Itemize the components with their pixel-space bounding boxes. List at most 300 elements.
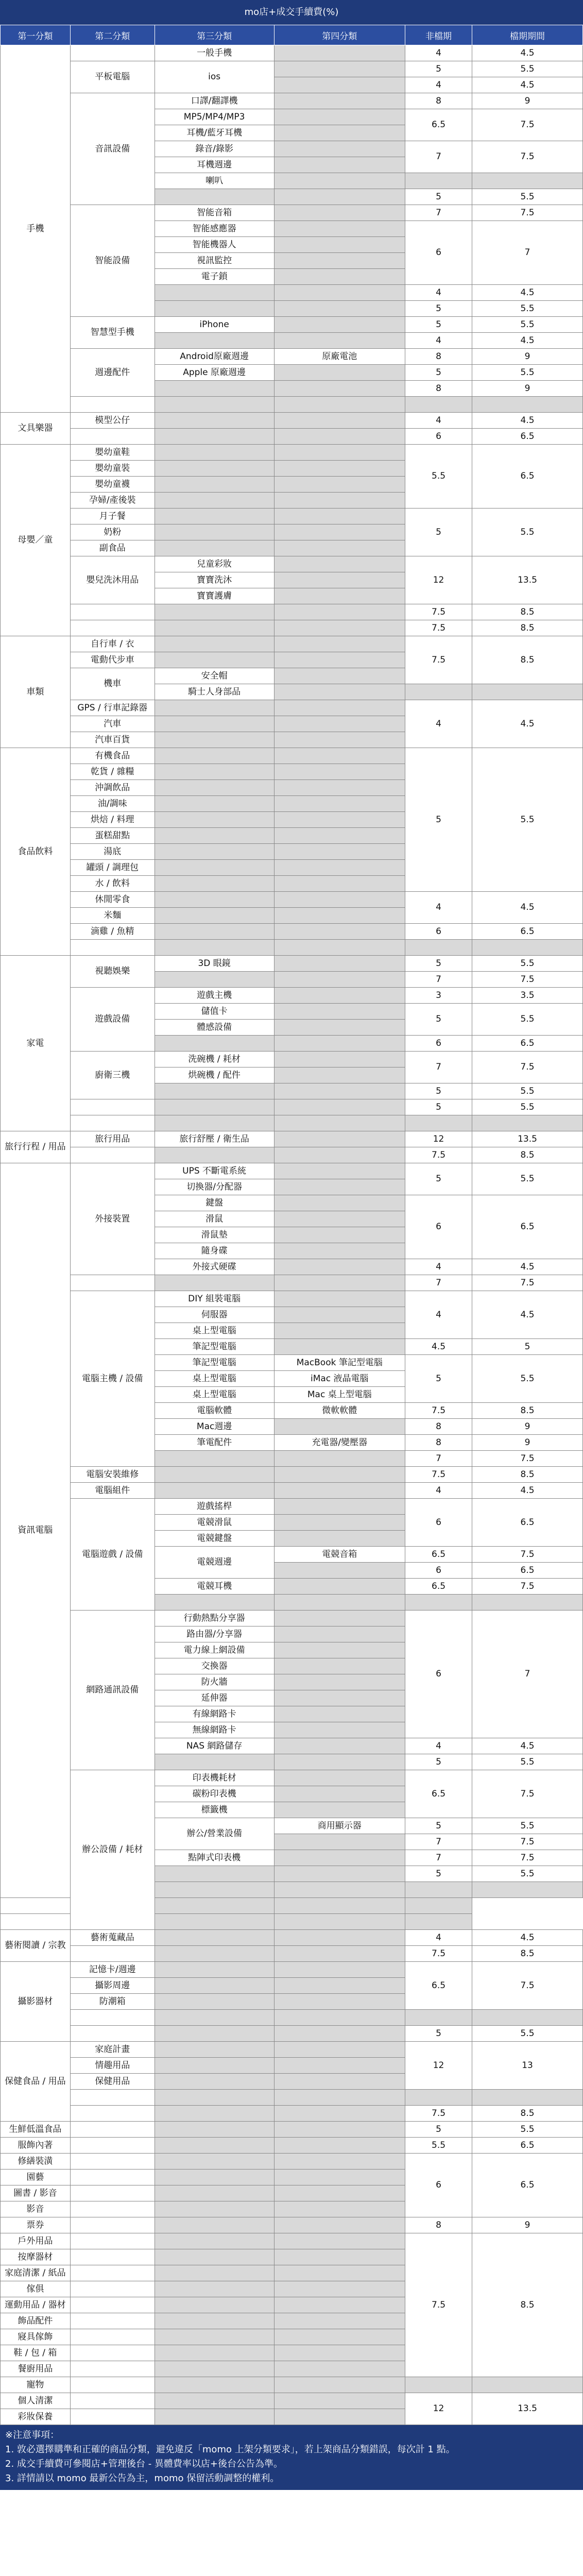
table-cell-col-2: 電腦遊戲 / 設備: [70, 1499, 155, 1611]
table-cell-col-2: 罐頭 / 調理包: [70, 860, 155, 876]
table-cell-col-5: 7.5: [405, 2233, 472, 2377]
table-cell-col-6: 5.5: [472, 301, 583, 317]
table-cell-col-6: 13.5: [472, 556, 583, 604]
table-cell-col-5: 7: [405, 1275, 472, 1291]
table-cell-col-5: 5: [405, 61, 472, 77]
table-cell-col-3: [155, 924, 274, 940]
table-cell-col-6: 4.5: [472, 285, 583, 301]
table-cell-col-4: [274, 285, 405, 301]
table-cell-col-4: [274, 413, 405, 429]
table-cell-col-5: 3: [405, 988, 472, 1004]
table-cell-col-4: [274, 1307, 405, 1323]
table-cell-col-3: 標籤機: [155, 1802, 274, 1818]
table-cell-col-2: [70, 2313, 155, 2329]
table-cell-col-3: [155, 828, 274, 844]
table-cell-col-4: [274, 2042, 405, 2058]
table-cell-col-4: [274, 1946, 405, 1962]
table-cell-col-4: [274, 540, 405, 556]
table-cell-col-4: [274, 556, 405, 572]
table-cell-col-6: 7.5: [472, 1451, 583, 1467]
table-cell-col-2: [70, 2409, 155, 2425]
table-cell-col-6: 6.5: [472, 2138, 583, 2154]
table-cell-col-6: 8.5: [472, 1147, 583, 1163]
table-cell-col-5: 4: [405, 1930, 472, 1946]
table-cell-col-3: [155, 876, 274, 892]
table-cell-col-4: [274, 493, 405, 509]
table-cell-col-3: [155, 764, 274, 780]
table-cell-col-3: [155, 748, 274, 764]
table-cell-col-6: 5.5: [472, 61, 583, 77]
table-cell-col-3: [155, 2090, 274, 2106]
table-cell-col-6: 7.5: [472, 1275, 583, 1291]
table-cell-col-1: 家庭清潔 / 紙品: [1, 2265, 71, 2281]
table-cell-col-2: 平板電腦: [70, 61, 155, 93]
table-cell-col-2: 嬰幼童鞋: [70, 445, 155, 461]
table-cell-col-4: [274, 716, 405, 732]
table-cell-col-4: [274, 844, 405, 860]
table-cell-col-4: [274, 1770, 405, 1786]
table-cell-col-2: 孕婦/產後裝: [70, 493, 155, 509]
table-cell-col-6: 5.5: [472, 1355, 583, 1403]
table-cell-col-3: [155, 1467, 274, 1483]
table-cell-col-4: [274, 141, 405, 157]
table-cell-col-3: [155, 461, 274, 477]
table-cell-col-6: 7.5: [472, 141, 583, 173]
table-cell-col-4: [274, 2138, 405, 2154]
table-cell-col-6: 6.5: [472, 1499, 583, 1547]
table-cell-col-3: 口譯/翻譯機: [155, 93, 274, 109]
table-cell-col-4: [274, 1259, 405, 1275]
table-cell-col-4: [274, 1243, 405, 1259]
table-cell-col-5: [405, 2090, 472, 2106]
table-row: [1, 2122, 583, 2138]
table-cell-col-3: [155, 2409, 274, 2425]
table-cell-col-3: 滑鼠: [155, 1211, 274, 1227]
table-row: [1, 1467, 583, 1483]
table-cell-col-4: [274, 1706, 405, 1722]
table-cell-col-3: Mac週邊: [155, 1419, 274, 1435]
table-cell-col-5: 5: [405, 1355, 472, 1403]
table-cell-col-2: 週邊配件: [70, 349, 155, 397]
table-cell-col-4: [274, 45, 405, 61]
table-cell-col-3: 路由器/分享器: [155, 1626, 274, 1642]
table-cell-col-3: [155, 381, 274, 397]
table-cell-col-4: [274, 445, 405, 461]
table-cell-col-3: [155, 285, 274, 301]
column-header-off-season: 非檔期: [405, 25, 472, 45]
table-cell-col-5: 6.5: [405, 1579, 472, 1595]
table-cell-col-5: 7: [405, 1850, 472, 1866]
table-cell-col-4: [274, 892, 405, 908]
table-cell-col-3: 有線網路卡: [155, 1706, 274, 1722]
table-cell-col-3: [155, 636, 274, 652]
table-cell-col-6: 9: [472, 2217, 583, 2233]
table-cell-col-5: 4: [405, 45, 472, 61]
table-cell-col-2: 電腦安裝維修: [70, 1467, 155, 1483]
table-row: [1, 413, 583, 429]
table-cell-col-3: 桌上型電腦: [155, 1371, 274, 1387]
table-cell-col-4: [274, 1163, 405, 1179]
table-cell-col-2: 攝影周邊: [70, 1978, 155, 1994]
table-cell-col-1: 車類: [1, 636, 71, 748]
table-row: [1, 2090, 583, 2106]
table-cell-col-3: 智能感應器: [155, 221, 274, 237]
table-row: [1, 1611, 583, 1626]
table-cell-col-1: 旅行行程 / 用品: [1, 1131, 71, 1163]
table-row: [1, 45, 583, 61]
table-cell-col-4: [274, 1834, 405, 1850]
table-cell-col-5: 6: [405, 1036, 472, 1052]
table-cell-col-2: 藝術蒐藏品: [70, 1930, 155, 1946]
table-cell-col-3: [155, 1914, 274, 1930]
table-cell-col-3: 延伸器: [155, 1690, 274, 1706]
table-cell-col-4: [274, 221, 405, 237]
table-cell-col-6: 7.5: [472, 1579, 583, 1595]
table-row: [1, 2393, 583, 2409]
table-cell-col-6: 7.5: [472, 1052, 583, 1083]
table-cell-col-2: 外接裝置: [70, 1163, 155, 1275]
table-cell-col-3: [155, 2281, 274, 2297]
table-cell-col-3: [155, 1882, 274, 1898]
table-cell-col-3: NAS 網路儲存: [155, 1738, 274, 1754]
table-cell-col-2: [70, 2106, 155, 2122]
table-cell-col-3: [155, 1115, 274, 1131]
table-cell-col-3: [155, 780, 274, 796]
table-cell-col-5: 5.5: [405, 445, 472, 509]
table-cell-col-2: [70, 2281, 155, 2297]
table-cell-col-3: [155, 844, 274, 860]
table-cell-col-4: 微軟軟體: [274, 1403, 405, 1419]
table-cell-col-3: 桌上型電腦: [155, 1387, 274, 1403]
table-row: [1, 397, 583, 413]
table-cell-col-1: 藝術閱讀 / 宗教: [1, 1930, 71, 1962]
table-cell-col-6: 5.5: [472, 2026, 583, 2042]
table-cell-col-4: [274, 2058, 405, 2074]
table-cell-col-4: [274, 1227, 405, 1243]
table-cell-col-6: [472, 2090, 583, 2106]
table-cell-col-4: [274, 652, 405, 668]
table-row: [1, 556, 583, 572]
table-cell-col-4: [274, 796, 405, 812]
table-cell-col-1: 圖書 / 影音: [1, 2185, 71, 2201]
commission-fee-table: [0, 25, 583, 2425]
table-cell-col-4: [274, 1323, 405, 1339]
table-cell-col-4: [274, 1291, 405, 1307]
table-cell-col-6: 7.5: [472, 1547, 583, 1563]
table-cell-col-5: 5: [405, 1099, 472, 1115]
table-cell-col-5: 5.5: [405, 2138, 472, 2154]
table-cell-col-6: 5.5: [472, 509, 583, 556]
table-cell-col-4: [274, 1275, 405, 1291]
table-row: [1, 2154, 583, 2170]
table-cell-col-3: [155, 1099, 274, 1115]
table-cell-col-2: 辦公設備 / 耗材: [70, 1770, 155, 1930]
table-cell-col-1: 母嬰／童: [1, 445, 71, 636]
table-cell-col-1: 票券: [1, 2217, 71, 2233]
table-body: [1, 45, 583, 2425]
table-row: [1, 940, 583, 956]
column-header-category-2: 第二分類: [70, 25, 155, 45]
table-cell-col-4: [274, 620, 405, 636]
table-cell-col-3: [155, 860, 274, 876]
table-cell-col-6: 13.5: [472, 2393, 583, 2425]
table-cell-col-2: [70, 2297, 155, 2313]
table-cell-col-4: [274, 604, 405, 620]
table-cell-col-4: 原廠電池: [274, 349, 405, 365]
table-cell-col-5: 7.5: [405, 636, 472, 684]
table-cell-col-4: [274, 1595, 405, 1611]
table-cell-col-3: 體感設備: [155, 1020, 274, 1036]
table-cell-col-2: 月子餐: [70, 509, 155, 524]
table-cell-col-4: [274, 700, 405, 716]
table-cell-col-5: 7.5: [405, 604, 472, 620]
table-row: [1, 1099, 583, 1115]
table-cell-col-5: 5: [405, 1004, 472, 1036]
table-cell-col-4: [274, 908, 405, 924]
table-cell-col-3: 電腦軟體: [155, 1403, 274, 1419]
table-cell-col-5: [405, 1115, 472, 1131]
table-row: [1, 205, 583, 221]
table-cell-col-4: [274, 109, 405, 125]
table-row: [1, 2377, 583, 2393]
table-cell-col-3: [155, 1866, 274, 1882]
table-cell-col-4: [274, 1020, 405, 1036]
table-cell-col-6: [472, 173, 583, 189]
table-cell-col-3: [155, 1483, 274, 1499]
table-cell-col-4: [274, 1339, 405, 1355]
table-row: [1, 620, 583, 636]
table-cell-col-6: 8.5: [472, 604, 583, 620]
table-row: [1, 1115, 583, 1131]
table-cell-col-3: [155, 2313, 274, 2329]
table-cell-col-2: [70, 2138, 155, 2154]
table-cell-col-4: [274, 2010, 405, 2026]
table-cell-col-5: 4: [405, 413, 472, 429]
table-cell-col-2: [70, 2345, 155, 2361]
table-cell-col-6: [472, 1882, 583, 1898]
table-cell-col-4: [274, 940, 405, 956]
table-cell-col-6: 4.5: [472, 1483, 583, 1499]
table-cell-col-3: 鍵盤: [155, 1195, 274, 1211]
table-cell-col-2: 休閒零食: [70, 892, 155, 908]
table-cell-col-2: [70, 2361, 155, 2377]
table-cell-col-3: 辦公/營業設備: [155, 1818, 274, 1850]
table-cell-col-3: [155, 2138, 274, 2154]
table-cell-col-3: 洗碗機 / 耗材: [155, 1052, 274, 1067]
table-cell-col-4: [274, 205, 405, 221]
table-cell-col-5: 5: [405, 748, 472, 892]
table-cell-col-1: 按摩器材: [1, 2249, 71, 2265]
table-cell-col-1: 寵物: [1, 2377, 71, 2393]
table-cell-col-2: [70, 2154, 155, 2170]
table-cell-col-2: 嬰幼童襪: [70, 477, 155, 493]
table-cell-col-5: [405, 940, 472, 956]
table-cell-col-2: 網路通訊設備: [70, 1611, 155, 1770]
table-cell-col-4: [274, 1579, 405, 1595]
table-cell-col-4: [274, 509, 405, 524]
table-row: [1, 93, 583, 109]
table-cell-col-2: 滴雞 / 魚精: [70, 924, 155, 940]
table-row: [1, 988, 583, 1004]
table-cell-col-6: 5.5: [472, 1004, 583, 1036]
table-cell-col-3: [155, 892, 274, 908]
table-cell-col-5: 8: [405, 1435, 472, 1451]
table-cell-col-5: [405, 1898, 472, 1914]
table-cell-col-6: 5.5: [472, 317, 583, 333]
page-title: mo店+成交手續費(%): [0, 0, 583, 25]
table-cell-col-5: 7: [405, 972, 472, 988]
table-row: [1, 1962, 583, 1978]
table-cell-col-4: [274, 1004, 405, 1020]
table-cell-col-4: [274, 1930, 405, 1946]
table-cell-col-4: [274, 828, 405, 844]
table-cell-col-5: 6: [405, 1563, 472, 1579]
notes-title: ※注意事項：: [5, 2430, 60, 2441]
table-cell-col-4: [274, 2106, 405, 2122]
table-row: [1, 1163, 583, 1179]
table-cell-col-3: [155, 2329, 274, 2345]
table-cell-col-4: [274, 1067, 405, 1083]
notes-line-2: 2. 成交手續費可參閱店+管理後台 - 異體費率以店+後台公告為準。: [5, 2458, 283, 2469]
table-cell-col-4: [274, 397, 405, 413]
table-cell-col-5: 5: [405, 301, 472, 317]
table-cell-col-5: 6.5: [405, 109, 472, 141]
table-cell-col-2: 烘焙 / 料理: [70, 812, 155, 828]
table-cell-col-4: [274, 2154, 405, 2170]
table-cell-col-4: [274, 2345, 405, 2361]
table-cell-col-6: 8.5: [472, 2233, 583, 2377]
table-cell-col-4: [274, 2233, 405, 2249]
table-cell-col-5: [405, 684, 472, 700]
table-cell-col-6: 9: [472, 1419, 583, 1435]
table-cell-col-3: [155, 397, 274, 413]
table-cell-col-5: 4: [405, 1738, 472, 1754]
table-cell-col-3: [155, 2026, 274, 2042]
table-row: [1, 1291, 583, 1307]
notes-box: [0, 2425, 583, 2490]
table-cell-col-1: 資訊電腦: [1, 1163, 71, 1898]
table-cell-col-6: 8.5: [472, 2106, 583, 2122]
table-cell-col-3: [155, 908, 274, 924]
table-cell-col-5: 7: [405, 1834, 472, 1850]
table-cell-col-4: [274, 1131, 405, 1147]
table-cell-col-2: 記憶卡/週邊: [70, 1962, 155, 1978]
table-cell-col-3: [155, 1036, 274, 1052]
table-cell-col-4: [274, 924, 405, 940]
table-cell-col-2: 有機食品: [70, 748, 155, 764]
table-cell-col-3: 耳機週邊: [155, 157, 274, 173]
table-cell-col-3: [155, 1962, 274, 1978]
table-cell-col-3: [155, 2010, 274, 2026]
table-cell-col-2: 汽車百貨: [70, 732, 155, 748]
table-cell-col-6: 8.5: [472, 1946, 583, 1962]
table-cell-col-3: [155, 604, 274, 620]
table-row: [1, 2217, 583, 2233]
table-cell-col-2: 嬰兒洗沐用品: [70, 556, 155, 604]
table-cell-col-3: 3D 眼鏡: [155, 956, 274, 972]
table-cell-col-5: 4: [405, 1259, 472, 1275]
table-cell-col-3: 電子鎖: [155, 269, 274, 285]
table-cell-col-3: [155, 301, 274, 317]
table-row: [1, 349, 583, 365]
table-cell-col-3: [155, 700, 274, 716]
table-cell-col-4: [274, 1211, 405, 1227]
table-cell-col-5: 5: [405, 365, 472, 381]
table-cell-col-4: [274, 588, 405, 604]
table-cell-col-3: [155, 2074, 274, 2090]
table-cell-col-2: [70, 2170, 155, 2185]
table-cell-col-4: Mac 桌上型電腦: [274, 1387, 405, 1403]
table-cell-col-3: 智能機器人: [155, 237, 274, 253]
table-cell-col-4: [274, 1147, 405, 1163]
table-cell-col-2: [70, 45, 155, 61]
table-cell-col-4: [274, 1195, 405, 1211]
table-cell-col-4: [274, 1850, 405, 1866]
table-cell-col-1: 戶外用品: [1, 2233, 71, 2249]
table-cell-col-2: [70, 1147, 155, 1163]
table-cell-col-4: [274, 1754, 405, 1770]
table-cell-col-3: [155, 2154, 274, 2170]
table-cell-col-6: 7.5: [472, 1850, 583, 1866]
table-cell-col-3: [155, 2393, 274, 2409]
table-cell-col-4: [274, 2393, 405, 2409]
table-cell-col-5: [405, 1595, 472, 1611]
table-cell-col-4: [274, 173, 405, 189]
table-cell-col-4: [274, 684, 405, 700]
table-cell-col-4: [274, 1179, 405, 1195]
table-cell-col-2: [70, 2249, 155, 2265]
table-cell-col-3: [155, 2249, 274, 2265]
table-cell-col-4: [274, 1483, 405, 1499]
table-cell-col-3: [155, 2297, 274, 2313]
table-cell-col-1: 攝影器材: [1, 1962, 71, 2042]
table-cell-col-1: 服飾內著: [1, 2138, 71, 2154]
table-cell-col-2: [70, 940, 155, 956]
table-cell-col-6: 9: [472, 1435, 583, 1451]
table-cell-col-3: [155, 1946, 274, 1962]
table-cell-col-2: [70, 604, 155, 620]
table-cell-col-3: [155, 1754, 274, 1770]
table-cell-col-4: 商用顯示器: [274, 1818, 405, 1834]
table-cell-col-6: 4.5: [472, 45, 583, 61]
table-cell-col-2: 遊戲設備: [70, 988, 155, 1052]
table-cell-col-3: 外接式硬碟: [155, 1259, 274, 1275]
table-cell-col-5: 4: [405, 892, 472, 924]
table-cell-col-4: [274, 572, 405, 588]
table-cell-col-5: 4: [405, 700, 472, 748]
table-cell-col-3: [155, 2042, 274, 2058]
table-cell-col-4: [274, 668, 405, 684]
table-cell-col-4: [274, 972, 405, 988]
table-cell-col-3: 遊戲搖桿: [155, 1499, 274, 1515]
table-cell-col-3: 滑鼠墊: [155, 1227, 274, 1243]
table-cell-col-4: [274, 1738, 405, 1754]
table-cell-col-6: 8.5: [472, 636, 583, 684]
table-cell-col-3: [155, 652, 274, 668]
table-cell-col-3: [155, 413, 274, 429]
table-cell-col-2: 蛋糕甜點: [70, 828, 155, 844]
table-cell-col-3: [155, 2377, 274, 2393]
table-cell-col-2: [70, 2201, 155, 2217]
table-cell-col-4: [274, 461, 405, 477]
table-cell-col-3: [155, 620, 274, 636]
table-cell-col-1: 家電: [1, 956, 71, 1131]
table-cell-col-2: [70, 429, 155, 445]
table-cell-col-2: [70, 2329, 155, 2345]
table-cell-col-3: 智能音箱: [155, 205, 274, 221]
table-cell-col-2: 副食品: [70, 540, 155, 556]
table-cell-col-6: 7.5: [472, 1962, 583, 2010]
